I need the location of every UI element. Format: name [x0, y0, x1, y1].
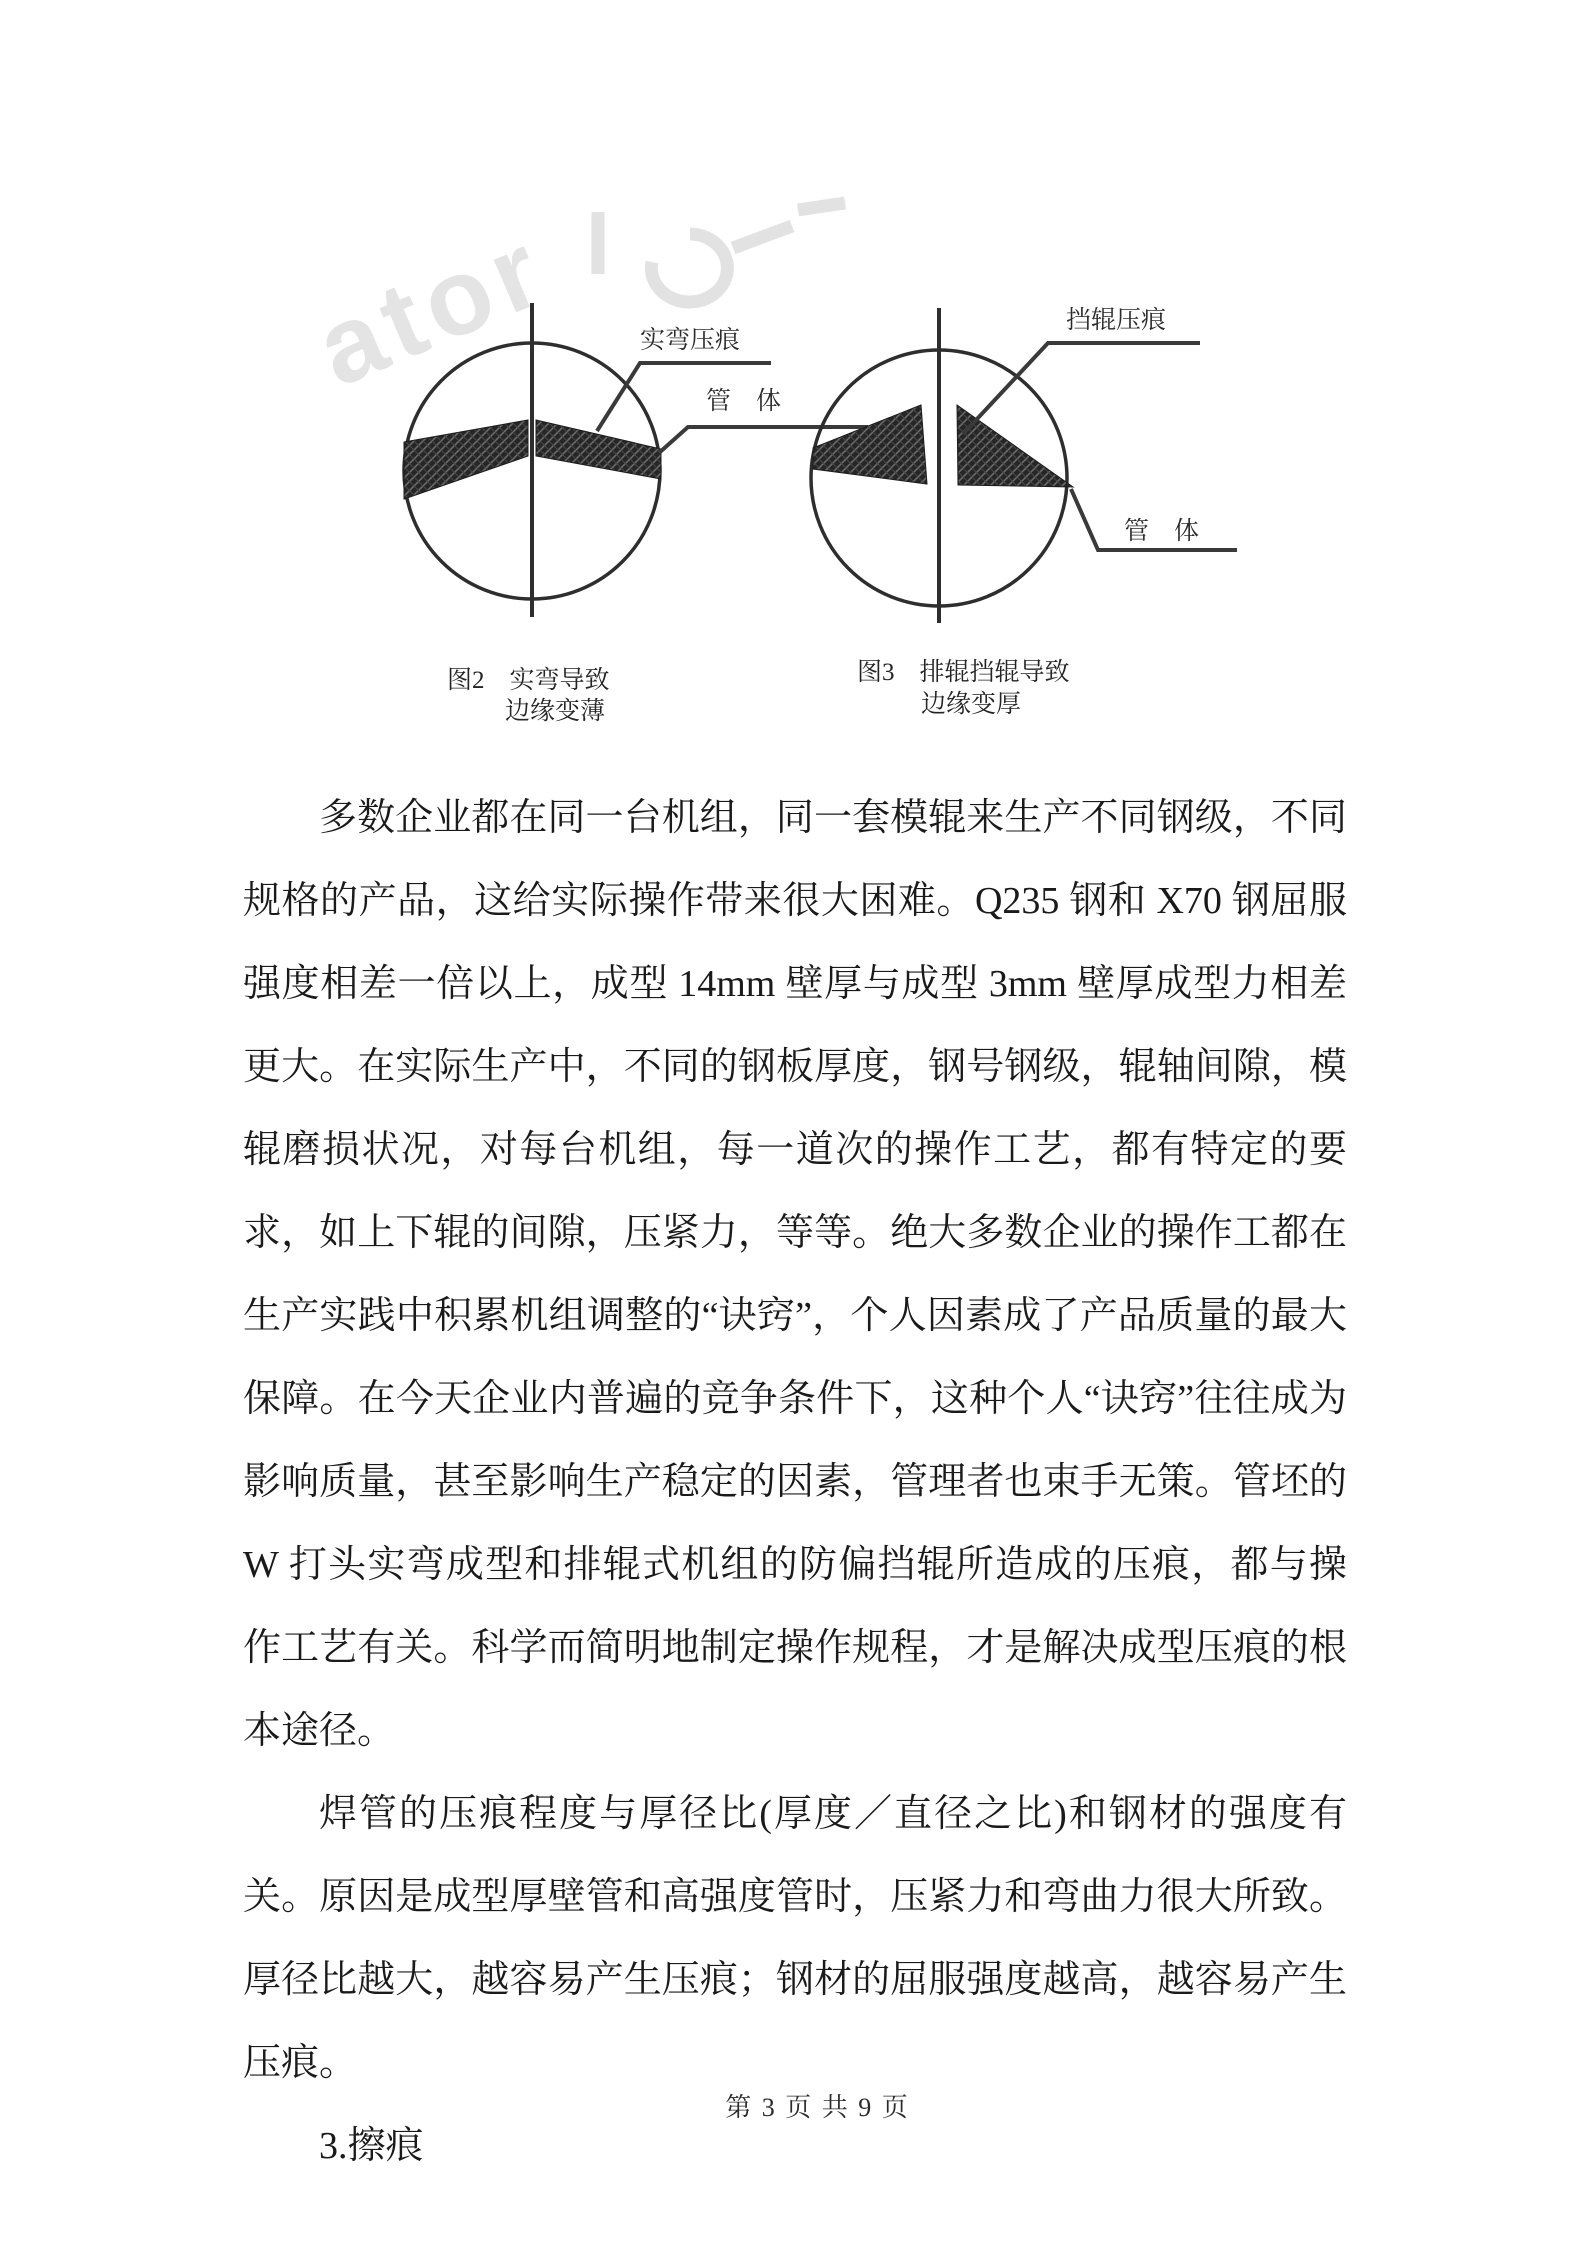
- fig3-right-wedge: [957, 405, 1073, 487]
- paragraph-3-heading: 3.擦痕: [319, 2125, 424, 2167]
- watermark-mark: [598, 203, 845, 302]
- fig2-body-label: 管 体: [706, 388, 782, 415]
- fig3-group: [811, 306, 1237, 718]
- paragraph-2: 焊管的压痕程度与厚径比(厚度／直径之比)和钢材的强度有关。原因是成型厚壁管和高强度管时，压紧力和弯曲力很大所致。厚径比越大，越容易产生压痕；钢材的屈服强度越高，越容易产生压痕。: [243, 1793, 1347, 2084]
- fig3-caption-line1: 图3 排辊挡辊导致: [857, 659, 1070, 686]
- fig3-left-wedge: [813, 405, 927, 484]
- fig3-caption-line2: 边缘变厚: [921, 691, 1022, 718]
- fig2-left-wedge: [404, 420, 528, 499]
- paragraph-1: 多数企业都在同一台机组，同一套模辊来生产不同钢级，不同规格的产品，这给实际操作带来很大困难。Q235 钢和 X70 钢屈服强度相差一倍以上，成型 14mm 壁厚与成型 3mm 壁厚成型力相差更大。在实际生产中，不同的钢板厚度，钢号钢级，辊轴间隙，模辊磨损状况，对每台机组，每一道次的操作工艺，都有特定的要求，如上下辊的间隙，压紧力，等等。绝大多数企业的操作工都在生产实践中积累机组调整的“诀窍”，个人因素成了产品质量的最大保障。在今天企业内普遍的竞争条件下，这种个人“诀窍”往往成为影响质量，甚至影响生产稳定的因素，管理者也束手无策。管坯的 W 打头实弯成型和排辊式机组的防偏挡辊所造成的压痕，都与操作工艺有关。科学而简明地制定操作规程，才是解决成型压痕的根本途径。: [243, 797, 1347, 1752]
- page-footer: 第 3 页 共 9 页: [725, 2093, 910, 2122]
- fig2-group: [404, 303, 868, 725]
- body-text: [243, 777, 1347, 2188]
- fig3-impression-label: 挡辊压痕: [1066, 307, 1167, 334]
- fig2-impression-label: 实弯压痕: [640, 327, 741, 354]
- fig2-caption-line2: 边缘变薄: [505, 698, 606, 725]
- watermark: [300, 203, 845, 409]
- fig3-impression-leader-line: [963, 343, 1200, 434]
- pipe-cross-section-figures: [0, 0, 1587, 770]
- watermark-text: ator: [299, 205, 565, 410]
- fig3-body-label: 管 体: [1124, 518, 1200, 545]
- fig2-caption-line1: 图2 实弯导致: [447, 667, 610, 694]
